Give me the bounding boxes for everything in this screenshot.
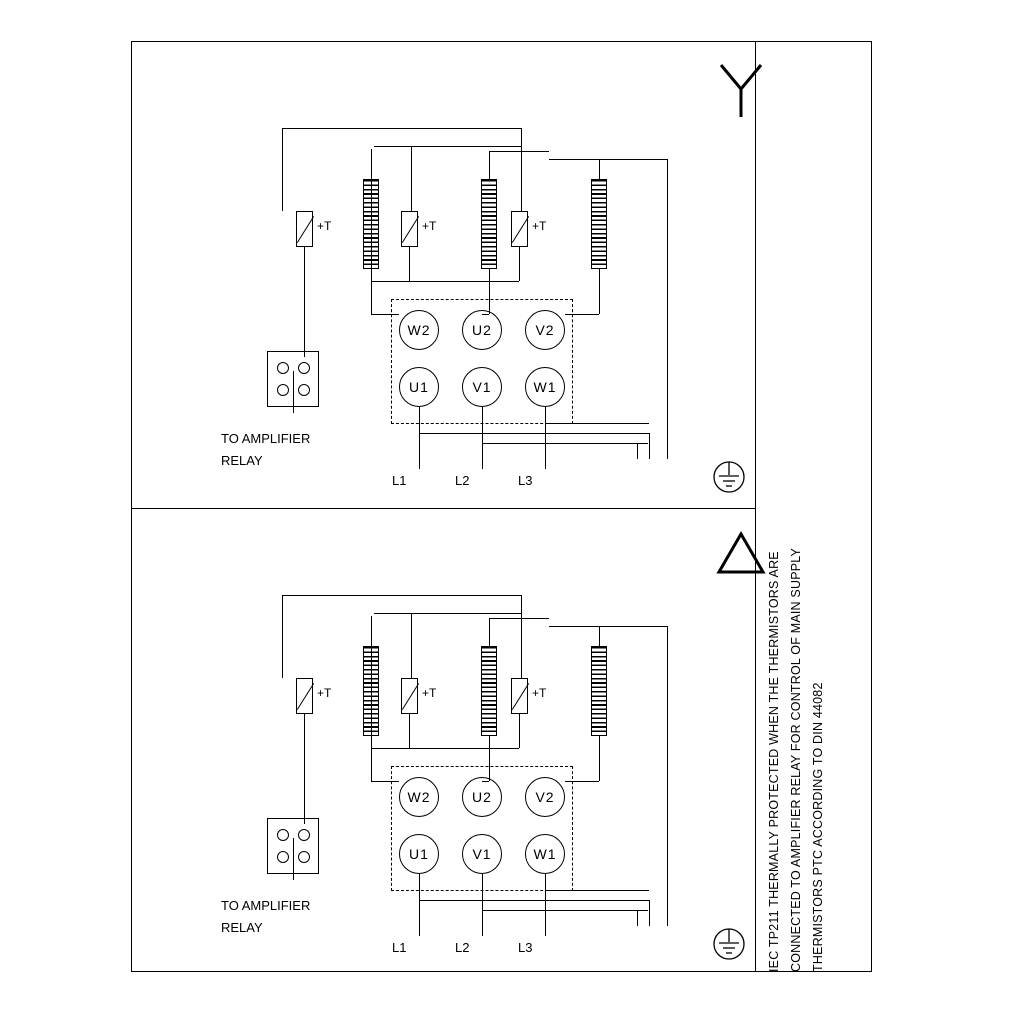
wire-coil3-to-v2	[565, 314, 599, 315]
wire-coil2-to-u2	[482, 781, 489, 782]
terminal-v2[interactable]: V2	[525, 777, 565, 817]
supply-label-l2: L2	[455, 473, 470, 488]
terminal-pin-2	[298, 362, 310, 374]
terminal-u2[interactable]: U2	[462, 777, 502, 817]
winding-coil-2	[481, 646, 497, 736]
wire-coil1-to-w2	[371, 314, 399, 315]
terminal-u2[interactable]: U2	[462, 310, 502, 350]
wire-coil1-bottom	[371, 736, 372, 781]
wire-th-left-link	[371, 748, 411, 749]
wire-bottom-right-2	[637, 443, 638, 459]
note-line-2: CONNECTED TO AMPLIFIER RELAY FOR CONTROL OF MAIN SUPPLY	[789, 547, 803, 972]
wire-w1-to-l3	[545, 407, 546, 469]
wire-th3-down	[519, 714, 520, 748]
wire-bottom-bus-1	[419, 900, 649, 901]
wire-bottom-right-1	[649, 433, 650, 459]
amplifier-label-line2: RELAY	[221, 920, 263, 935]
supply-label-l3: L3	[518, 473, 533, 488]
wire-coil2-to-u2	[482, 314, 489, 315]
wire-coil3-top-h	[549, 159, 667, 160]
note-line-3: THERMISTORS PTC ACCORDING TO DIN 44082	[811, 682, 825, 972]
wire-coil2-top-h	[489, 151, 549, 152]
wire-th1-up	[282, 128, 283, 211]
wire-u1-to-l1	[419, 874, 420, 936]
wire-bottom-bus-1	[419, 433, 649, 434]
thermistor-label-3: +T	[532, 219, 547, 233]
wire-th2-down	[409, 247, 410, 281]
wire-v1-to-l2	[482, 874, 483, 936]
wire-coil2-top-h	[489, 618, 549, 619]
terminal-w2[interactable]: W2	[399, 777, 439, 817]
wire-th-block-left	[293, 371, 294, 413]
wire-bottom-right-1	[649, 900, 650, 926]
thermistor-2	[401, 678, 418, 714]
thermistor-label-2: +T	[422, 686, 437, 700]
supply-label-l2: L2	[455, 940, 470, 955]
wire-coil2-top	[489, 151, 490, 179]
wire-w1-to-l3	[545, 874, 546, 936]
wire-v1-to-l2	[482, 407, 483, 469]
thermistor-label-1: +T	[317, 686, 332, 700]
supply-label-l3: L3	[518, 940, 533, 955]
wire-th1-down	[304, 247, 305, 357]
wire-coil3-bottom	[599, 269, 600, 314]
terminal-u1[interactable]: U1	[399, 834, 439, 874]
earth-icon	[705, 455, 753, 499]
winding-coil-3	[591, 646, 607, 736]
wire-coil2-top	[489, 618, 490, 646]
thermistor-label-2: +T	[422, 219, 437, 233]
terminal-pin-2	[298, 829, 310, 841]
wire-coil3-top-h	[549, 626, 667, 627]
wire-coil1-top	[371, 149, 372, 179]
earth-icon	[705, 922, 753, 966]
wire-th1-up	[282, 595, 283, 678]
thermistor-3	[511, 678, 528, 714]
thermistor-label-3: +T	[532, 686, 547, 700]
terminal-pin-3	[277, 851, 289, 863]
wire-coil2-bottom	[489, 269, 490, 314]
wire-coil1-to-w2	[371, 781, 399, 782]
wire-th2-down	[409, 714, 410, 748]
wire-right-bus	[667, 159, 668, 459]
thermistor-label-1: +T	[317, 219, 332, 233]
terminal-pin-1	[277, 829, 289, 841]
note-column	[763, 41, 873, 972]
terminal-v1[interactable]: V1	[462, 834, 502, 874]
terminal-pin-4	[298, 851, 310, 863]
terminal-v1[interactable]: V1	[462, 367, 502, 407]
terminal-u1[interactable]: U1	[399, 367, 439, 407]
terminal-w1[interactable]: W1	[525, 834, 565, 874]
delta-icon	[711, 528, 771, 578]
thermistor-2	[401, 211, 418, 247]
wire-th3-up	[521, 595, 522, 678]
supply-label-l1: L1	[392, 473, 407, 488]
wire-th2-up	[411, 146, 412, 211]
winding-coil-3	[591, 179, 607, 269]
panel-star	[131, 41, 756, 508]
amplifier-label-line1: TO AMPLIFIER	[221, 898, 311, 913]
wire-thermistor-bus-mid	[374, 146, 522, 147]
wire-th-block-left	[293, 838, 294, 880]
wire-coil2-bottom	[489, 736, 490, 781]
wire-th1-down	[304, 714, 305, 824]
wire-coil3-to-v2	[565, 781, 599, 782]
wire-bottom-bus-3	[545, 423, 649, 424]
panel-delta	[131, 508, 756, 975]
wire-thermistor-bus-top	[282, 128, 522, 129]
wire-bottom-bus-2	[482, 910, 648, 911]
wire-coil3-top	[599, 626, 600, 646]
winding-coil-2	[481, 179, 497, 269]
wire-th-link	[409, 748, 519, 749]
wire-th2-up	[411, 613, 412, 678]
thermistor-1	[296, 678, 313, 714]
wire-th-link	[409, 281, 519, 282]
terminal-pin-3	[277, 384, 289, 396]
wire-coil3-top	[599, 159, 600, 179]
thermistor-1	[296, 211, 313, 247]
amplifier-label-line1: TO AMPLIFIER	[221, 431, 311, 446]
wire-coil1-bottom	[371, 269, 372, 314]
thermistor-3	[511, 211, 528, 247]
wire-th3-up	[521, 128, 522, 211]
terminal-v2[interactable]: V2	[525, 310, 565, 350]
amplifier-label-line2: RELAY	[221, 453, 263, 468]
note-line-1: IEC TP211 THERMALLY PROTECTED WHEN THE THERMISTORS ARE	[767, 551, 781, 972]
supply-label-l1: L1	[392, 940, 407, 955]
terminal-w2[interactable]: W2	[399, 310, 439, 350]
wire-coil1-top	[371, 616, 372, 646]
wire-bottom-right-2	[637, 910, 638, 926]
wire-bottom-bus-2	[482, 443, 648, 444]
wire-thermistor-bus-mid	[374, 613, 522, 614]
wire-bottom-bus-3	[545, 890, 649, 891]
wire-coil3-bottom	[599, 736, 600, 781]
terminal-pin-1	[277, 362, 289, 374]
wire-th-left-link	[371, 281, 411, 282]
wire-right-bus	[667, 626, 668, 926]
wire-th3-down	[519, 247, 520, 281]
terminal-pin-4	[298, 384, 310, 396]
terminal-w1[interactable]: W1	[525, 367, 565, 407]
wire-u1-to-l1	[419, 407, 420, 469]
wire-thermistor-bus-top	[282, 595, 522, 596]
wye-icon	[711, 61, 771, 117]
